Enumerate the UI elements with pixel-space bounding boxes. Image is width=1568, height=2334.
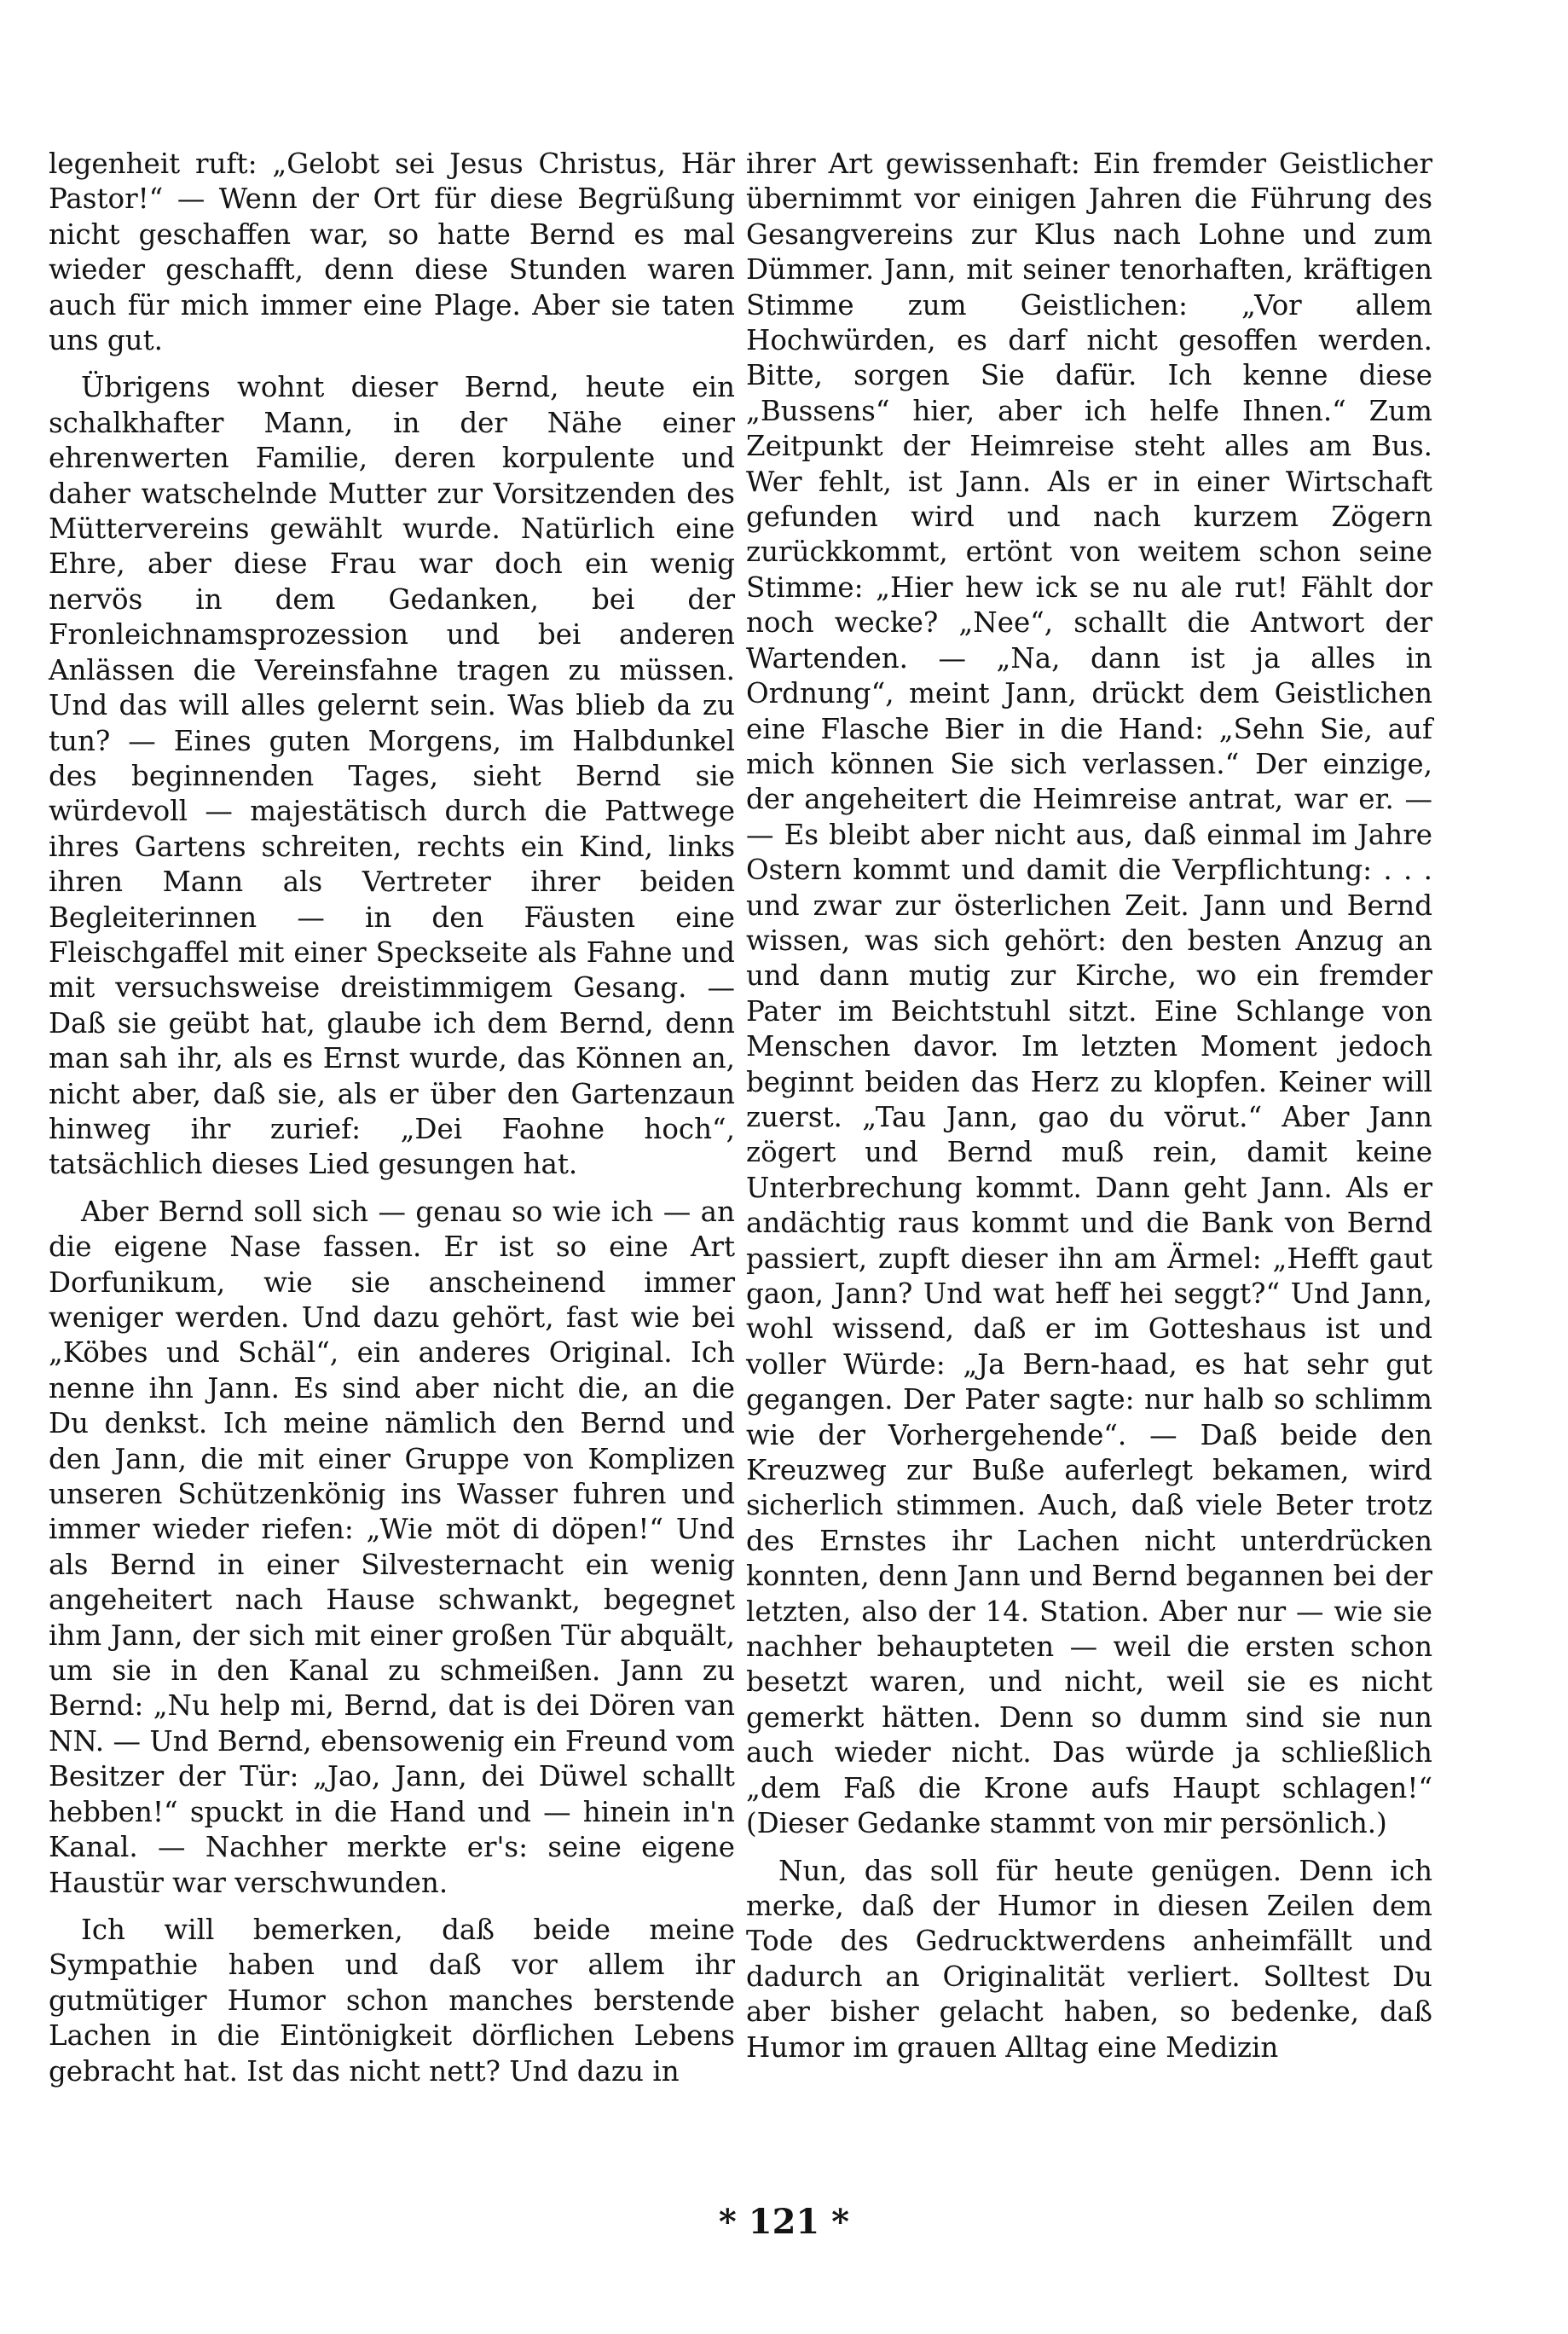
left-column	[49, 147, 735, 2101]
right-column	[746, 147, 1432, 2077]
page-number: * 121 *	[718, 2202, 850, 2242]
paragraph: Ich will bemerken, daß beide meine Sympathie haben und daß vor allem ihr gutmütiger Humor schon manches berstende Lachen in die Eintönigkeit dörflichen Lebens gebracht hat. Ist das nicht nett? Und dazu in	[49, 1913, 735, 2088]
paragraph: Übrigens wohnt dieser Bernd, heute ein schalkhafter Mann, in der Nähe einer ehrenwerten Familie, deren korpulente und daher watschelnde Mutter zur Vorsitzenden des Müttervereins gewählt wurde. Natürlich eine Ehre, aber diese Frau war doch ein wenig nervös in dem Gedanken, bei der Fronleichnamsprozession und bei anderen Anlässen die Vereinsfahne tragen zu müssen. Und das will alles gelernt sein. Was blieb da zu tun? — Eines guten Morgens, im Halbdunkel des beginnenden Tages, sieht Bernd sie würdevoll — majestätisch durch die Pattwege ihres Gartens schreiten, rechts ein Kind, links ihren Mann als Vertreter ihrer beiden Begleiterinnen — in den Fäusten eine Fleischgaffel mit einer Speckseite als Fahne und mit versuchsweise dreistimmigem Gesang. — Daß sie geübt hat, glaube ich dem Bernd, denn man sah ihr, als es Ernst wurde, das Können an, nicht aber, daß sie, als er über den Gartenzaun hinweg ihr zurief: „Dei Faohne hoch“, tatsächlich dieses Lied gesungen hat.	[49, 371, 735, 1181]
paragraph: Aber Bernd soll sich — genau so wie ich — an die eigene Nase fassen. Er ist so eine Art Dorfunikum, wie sie anscheinend immer weniger werden. Und dazu gehört, fast wie bei „Köbes und Schäl“, ein anderes Original. Ich nenne ihn Jann. Es sind aber nicht die, an die Du denkst. Ich meine nämlich den Bernd und den Jann, die mit einer Gruppe von Komplizen unseren Schützenkönig ins Wasser fuhren und immer wieder riefen: „Wie möt di döpen!“ Und als Bernd in einer Silvesternacht ein wenig angeheitert nach Hause schwankt, begegnet ihm Jann, der sich mit einer großen Tür abquält, um sie in den Kanal zu schmeißen. Jann zu Bernd: „Nu help mi, Bernd, dat is dei Dören van NN. — Und Bernd, ebensowenig ein Freund vom Besitzer der Tür: „Jao, Jann, dei Düwel schallt hebben!“ spuckt in die Hand und — hinein in'n Kanal. — Nachher merkte er's: seine eigene Haustür war verschwunden.	[49, 1195, 735, 1899]
paragraph: Nun, das soll für heute genügen. Denn ich merke, daß der Humor in diesen Zeilen dem Tode des Gedrucktwerdens anheimfällt und dadurch an Originalität verliert. Solltest Du aber bisher gelacht haben, so bedenke, daß Humor im grauen Alltag eine Medizin	[746, 1854, 1432, 2064]
paragraph: legenheit ruft: „Gelobt sei Jesus Christus, Här Pastor!“ — Wenn der Ort für diese Begrüßung nicht geschaffen war, so hatte Bernd es mal wieder geschafft, denn diese Stunden waren auch für mich immer eine Plage. Aber sie taten uns gut.	[49, 148, 735, 357]
paragraph: ihrer Art gewissenhaft: Ein fremder Geistlicher übernimmt vor einigen Jahren die Führung des Gesangvereins zur Klus nach Lohne und zum Dümmer. Jann, mit seiner tenorhaften, kräftigen Stimme zum Geistlichen: „Vor allem Hochwürden, es darf nicht gesoffen werden. Bitte, sorgen Sie dafür. Ich kenne diese „Bussens“ hier, aber ich helfe Ihnen.“ Zum Zeitpunkt der Heimreise steht alles am Bus. Wer fehlt, ist Jann. Als er in einer Wirtschaft gefunden wird und nach kurzem Zögern zurückkommt, ertönt von weitem schon seine Stimme: „Hier hew ick se nu ale rut! Fählt dor noch wecke? „Nee“, schallt die Antwort der Wartenden. — „Na, dann ist ja alles in Ordnung“, meint Jann, drückt dem Geistlichen eine Flasche Bier in die Hand: „Sehn Sie, auf mich können Sie sich verlassen.“ Der einzige, der angeheitert die Heimreise antrat, war er. — — Es bleibt aber nicht aus, daß einmal im Jahre Ostern kommt und damit die Verpflichtung: . . . und zwar zur österlichen Zeit. Jann und Bernd wissen, was sich gehört: den besten Anzug an und dann mutig zur Kirche, wo ein fremder Pater im Beichtstuhl sitzt. Eine Schlange von Menschen davor. Im letzten Moment jedoch beginnt beiden das Herz zu klopfen. Keiner will zuerst. „Tau Jann, gao du vörut.“ Aber Jann zögert und Bernd muß rein, damit keine Unterbrechung kommt. Dann geht Jann. Als er andächtig raus kommt und die Bank von Bernd passiert, zupft dieser ihn am Ärmel: „Hefft gaut gaon, Jann? Und wat heff hei seggt?“ Und Jann, wohl wissend, daß er im Gotteshaus ist und voller Würde: „Ja Bern-haad, es hat sehr gut gegangen. Der Pater sagte: nur halb so schlimm wie der Vorhergehende“. — Daß beide den Kreuzweg zur Buße auferlegt bekamen, wird sicherlich stimmen. Auch, daß viele Beter trotz des Ernstes ihr Lachen nicht unterdrücken konnten, denn Jann und Bernd begannen bei der letzten, also der 14. Station. Aber nur — wie sie nachher behaupteten — weil die ersten schon besetzt waren, und nicht, weil sie es nicht gemerkt hätten. Denn so dumm sind sie nun auch wieder nicht. Das würde ja schließlich „dem Faß die Krone aufs Haupt schlagen!“ (Dieser Gedanke stammt von mir persönlich.)	[746, 148, 1432, 1840]
